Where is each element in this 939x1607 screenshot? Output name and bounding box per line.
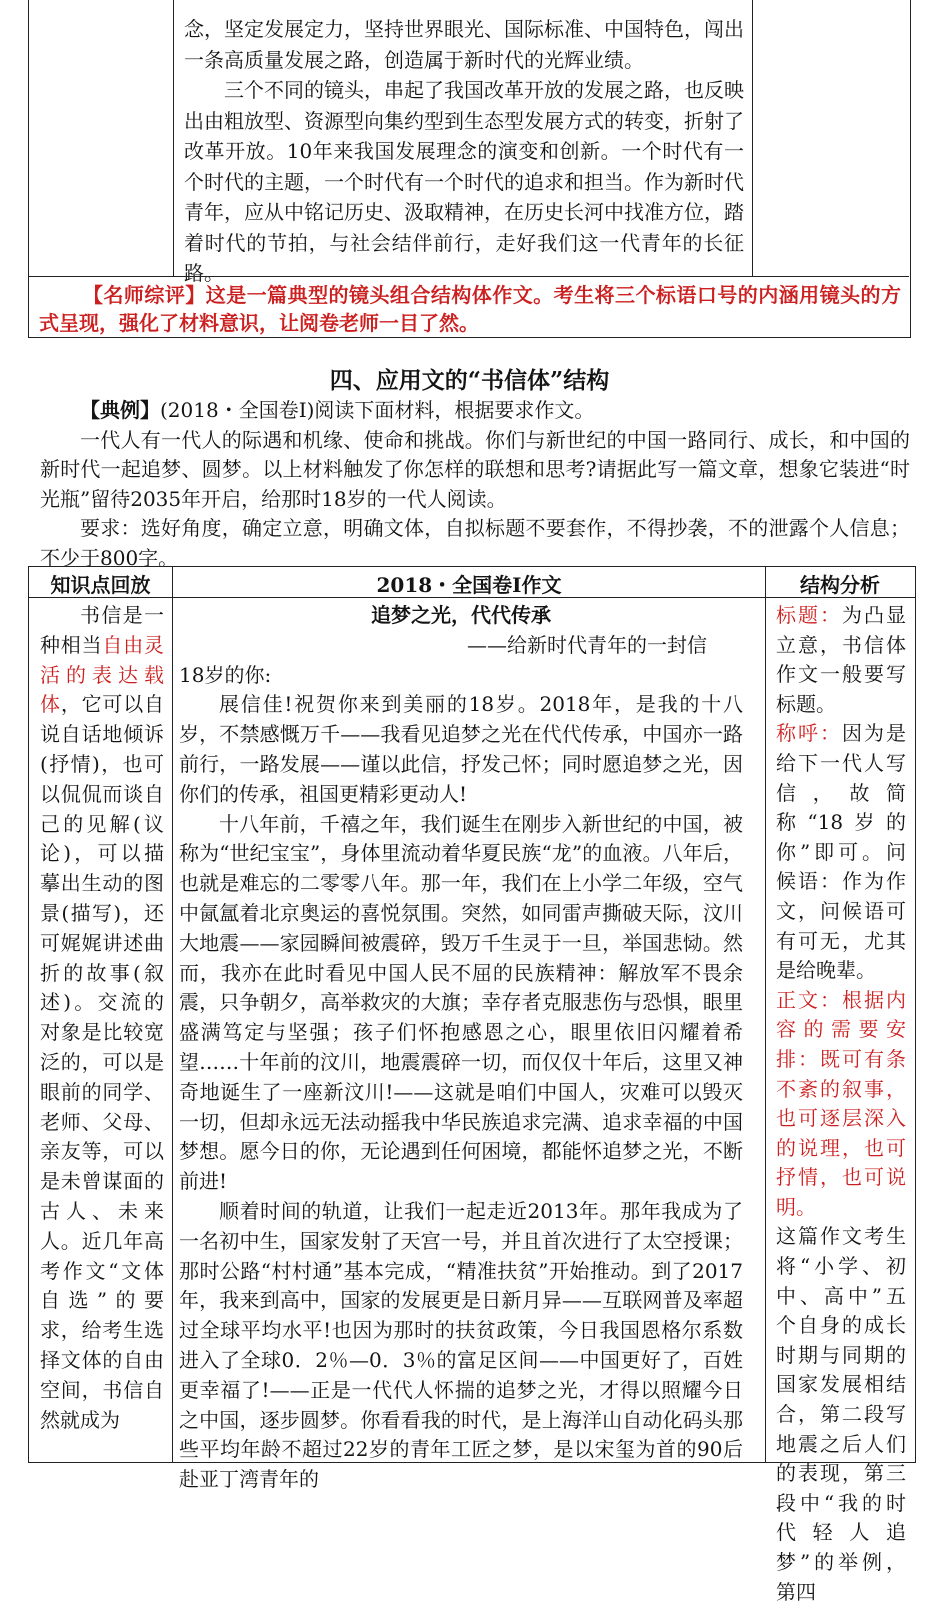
header-knowledge: 知识点回放 <box>50 573 151 597</box>
essay-salutation: 18岁的你: <box>179 662 272 687</box>
essay-cell <box>179 601 743 1495</box>
analysis-body-note: 正文：根据内容的需要安排：既可有条不紊的叙事，也可逐层深入的说理，也可抒情，也可说明。 <box>776 987 906 1219</box>
top-essay-text <box>184 14 744 289</box>
analysis-body-detail: 这篇作文考生将“小学、初中、高中”五个自身的成长时期与同期的国家发展相结合，第二段写地震之后人们的表现，第三段中“我的时代轻人追梦”的举例，第四 <box>776 1224 906 1604</box>
header-analysis: 结构分析 <box>800 573 880 597</box>
analysis-address-note <box>776 719 906 985</box>
essay-subtitle: ——给新时代青年的一封信 <box>467 632 707 657</box>
essay-paragraph: 念，坚定发展定力，坚持世界眼光、国际标准、中国特色，闯出一条高质量发展之路，创造属于新时代的光辉业绩。 <box>184 17 744 72</box>
top-left-cell <box>29 0 174 276</box>
example-source: (2018・全国卷Ⅰ)阅读下面材料，根据要求作文。 <box>160 398 595 422</box>
example-intro <box>40 396 910 426</box>
knowledge-highlight: 自由灵活的表达载体 <box>40 632 165 717</box>
column-divider <box>765 567 766 1462</box>
example-material: 一代人有一代人的际遇和机缘、使命和挑战。你们与新世纪的中国一路同行、成长，和中国的新时代一起追梦、圆梦。以上材料触发了你怎样的联想和思考?请据此写一篇文章，想象它装进“时光瓶”留待2035年开启，给那时18岁的一代人阅读。 <box>40 427 910 511</box>
analysis-text <box>776 601 906 1607</box>
teacher-review <box>39 281 901 337</box>
knowledge-text <box>40 601 164 1435</box>
analysis-title-note <box>776 601 906 719</box>
section-title: 四、应用文的“书信体”结构 <box>329 367 610 394</box>
analysis-table <box>28 566 916 1604</box>
analysis-address-text: 因为是给下一代人写信，故简称“18岁的你”即可。问候语：作为作文，问候语可有可无，尤其是给晚辈。 <box>776 721 906 983</box>
knowledge-part3: ，它可以自说自话地倾诉(抒情)，也可以侃侃而谈自己的见解(议论)，可以描摹出生动的图景(描写)，还可娓娓讲述曲折的故事(叙述)。交流的对象是比较宽泛的，可以是眼前的同学、老师、父母、亲友等，可以是未曾谋面的古人、未来人。近几年高考作文“文体自选”的要求，给考生选择文体的自由空间，书信自然就成为 <box>40 692 165 1432</box>
top-table <box>28 0 911 338</box>
essay-paragraph: 顺着时间的轨道，让我们一起走近2013年。那年我成为了一名初中生，国家发射了天宫一号，并且首次进行了太空授课；那时公路“村村通”基本完成，“精准扶贫”开始推动。到了2017年，我来到高中，国家的发展更是日新月异——互联网普及率超过全球平均水平!也因为那时的扶贫政策，今日我国恩格尔系数进入了全球0．2％—0．3％的富足区间——中国更好了，百姓更幸福了!——正是一代代人怀揣的追梦之光，才得以照耀今日之中国，逐步圆梦。你看看我的时代，是上海洋山自动化码头那些平均年龄不超过22岁的青年工匠之梦，是以宋玺为首的90后赴亚丁湾青年的 <box>179 1198 743 1492</box>
knowledge-part1: 书信是一种相当 <box>40 603 164 657</box>
essay-paragraph: 三个不同的镜头，串起了我国改革开放的发展之路，也反映出由粗放型、资源型向集约型到生态型发展方式的转变，折射了改革开放。10年来我国发展理念的演变和创新。一个时代有一个时代的主题，一个时代有一个时代的追求和担当。作为新时代青年，应从中铭记历史、汲取精神，在历史长河中找准方位，踏着时代的节拍，与社会结伴前行，走好我们这一代青年的长征路。 <box>184 78 744 285</box>
review-label: 【名师综评】 <box>83 283 206 307</box>
example-block <box>40 396 910 573</box>
analysis-title-label: 标题： <box>776 603 842 627</box>
top-right-cell <box>753 0 909 276</box>
example-label: 【典例】 <box>80 398 160 422</box>
column-divider <box>172 567 173 1462</box>
essay-title: 追梦之光，代代传承 <box>371 603 551 627</box>
analysis-title-text: 为凸显立意，书信体作文一般要写标题。 <box>776 603 906 716</box>
analysis-address-label: 称呼： <box>776 721 842 746</box>
review-text: 这是一篇典型的镜头组合结构体作文。考生将三个标语口号的内涵用镜头的方式呈现，强化了材料意识，让阅卷老师一目了然。 <box>39 283 902 335</box>
essay-paragraph: 展信佳!祝贺你来到美丽的18岁。2018年，是我的十八岁，不禁感慨万千——我看见追梦之光在代代传承，中国亦一路前行，一路发展——谨以此信，抒发己怀；同时愿追梦之光，因你们的传承，祖国更精彩更动人! <box>179 692 743 806</box>
teacher-review-row <box>29 276 909 336</box>
essay-paragraph: 十八年前，千禧之年，我们诞生在刚步入新世纪的中国，被称为“世纪宝宝”，身体里流动着华夏民族“龙”的血液。八年后，也就是难忘的二零零八年。那一年，我们在上小学二年级，空气中氤氲着北京奥运的喜悦氛围。突然，如同雷声撕破天际，汶川大地震——家园瞬间被震碎，毁万千生灵于一旦，举国悲恸。然而，我亦在此时看见中国人民不屈的民族精神：解放军不畏余震，只争朝夕，高举救灾的大旗；幸存者克服悲伤与恐惧，眼里盛满笃定与坚强；孩子们怀抱感恩之心，眼里依旧闪耀着希望……十年前的汶川，地震震碎一切，而仅仅十年后，这里又神奇地诞生了一座新汶川!——这就是咱们中国人，灾难可以毁灭一切，但却永远无法动摇我中华民族追求完满、追求幸福的中国梦想。愿今日的你，无论遇到任何困境，都能怀追梦之光，不断前进! <box>179 811 743 1194</box>
header-essay: 2018・全国卷Ⅰ作文 <box>376 573 562 597</box>
example-requirements: 要求：选好角度，确定立意，明确文体，自拟标题不要套作，不得抄袭，不的泄露个人信息；不少于800字。 <box>40 516 910 570</box>
